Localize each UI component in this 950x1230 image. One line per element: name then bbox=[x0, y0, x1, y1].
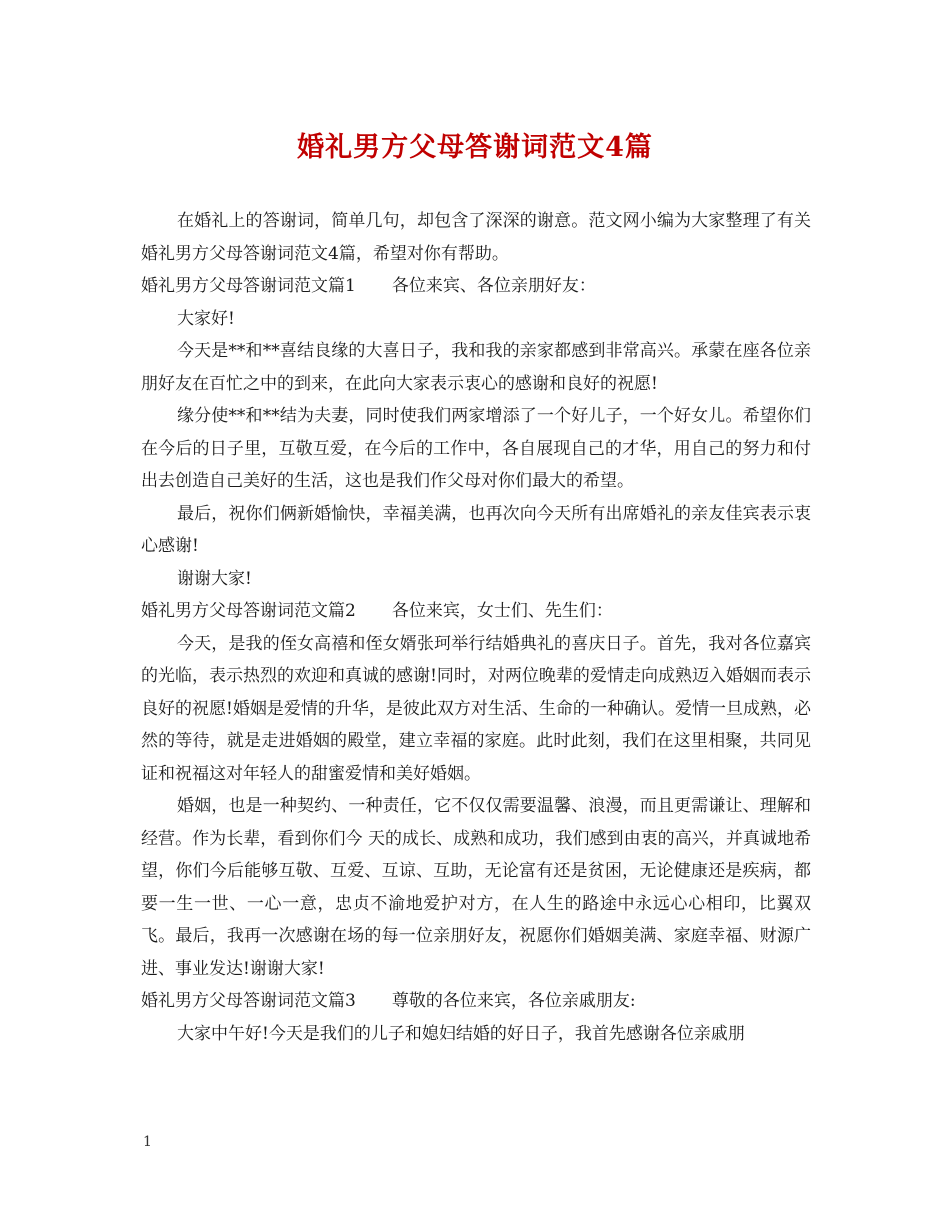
article-3-paragraph: 大家中午好!今天是我们的儿子和媳妇结婚的好日子，我首先感谢各位亲戚朋 bbox=[177, 1023, 745, 1044]
article-1-heading: 婚礼男方父母答谢词范文篇1 bbox=[141, 276, 356, 296]
article-2-paragraph: 今天，是我的侄女高禧和侄女婿张珂举行结婚典礼的喜庆日子。首先，我对各位嘉宾的光临，表示热烈的欢迎和真诚的感谢!同时，对两位晚辈的爱情走向成熟迈入婚姻而表示良好的祝愿!婚姻是爱情的升华，是彼此双方对生活、生命的一种确认。爱情一旦成熟，必然的等待，就是走进婚姻的殿堂，建立幸福的家庭。此时此刻，我们在这里相聚，共同见证和祝福这对年轻人的甜蜜爱情和美好婚姻。 bbox=[141, 633, 811, 784]
article-2-paragraph: 婚姻，也是一种契约、一种责任，它不仅仅需要温馨、浪漫，而且更需谦让、理解和经营。作为长辈，看到你们今 天的成长、成熟和成功，我们感到由衷的高兴，并真诚地希望，你们今后能够互敬、互爱、互谅、互助，无论富有还是贫困，无论健康还是疾病，都要一生一世、一心一意，忠贞不渝地爱护对方，在人生的路途中永远心心相印，比翼双飞。最后，我再一次感谢在场的每一位亲朋好友，祝愿你们婚姻美满、家庭幸福、财源广进、事业发达!谢谢大家! bbox=[141, 796, 811, 979]
article-2-heading-line bbox=[141, 595, 811, 628]
article-1-paragraph: 最后，祝你们俩新婚愉快，幸福美满，也再次向今天所有出席婚礼的亲友佳宾表示衷心感谢! bbox=[141, 503, 811, 556]
article-2-heading: 婚礼男方父母答谢词范文篇2 bbox=[141, 601, 356, 621]
article-1-heading-line bbox=[141, 270, 811, 303]
article-3-heading-line bbox=[141, 985, 811, 1018]
article-1-opening: 各位来宾、各位亲朋好友： bbox=[391, 276, 596, 296]
article-2-opening: 各位来宾，女士们、先生们： bbox=[391, 601, 613, 621]
document-title: 婚礼男方父母答谢词范文4篇 bbox=[297, 132, 653, 163]
article-1-paragraph: 今天是**和**喜结良缘的大喜日子，我和我的亲家都感到非常高兴。承蒙在座各位亲朋好友在百忙之中的到来，在此向大家表示衷心的感谢和良好的祝愿! bbox=[141, 341, 811, 394]
article-1-paragraph: 缘分使**和**结为夫妻，同时使我们两家增添了一个好儿子，一个好女儿。希望你们在今后的日子里，互敬互爱，在今后的工作中，各自展现自己的才华，用自己的努力和付出去创造自己美好的生活，这也是我们作父母对你们最大的希望。 bbox=[141, 406, 811, 491]
page-number: 1 bbox=[143, 1134, 152, 1150]
article-1-paragraph: 谢谢大家! bbox=[177, 568, 252, 589]
article-3-heading: 婚礼男方父母答谢词范文篇3 bbox=[141, 991, 356, 1011]
article-1-paragraph: 大家好! bbox=[177, 308, 235, 329]
document-body bbox=[141, 205, 811, 1050]
article-3-opening: 尊敬的各位来宾，各位亲戚朋友: bbox=[391, 991, 636, 1011]
intro-paragraph: 在婚礼上的答谢词，简单几句，却包含了深深的谢意。范文网小编为大家整理了有关婚礼男方父母答谢词范文4篇，希望对你有帮助。 bbox=[141, 211, 811, 264]
